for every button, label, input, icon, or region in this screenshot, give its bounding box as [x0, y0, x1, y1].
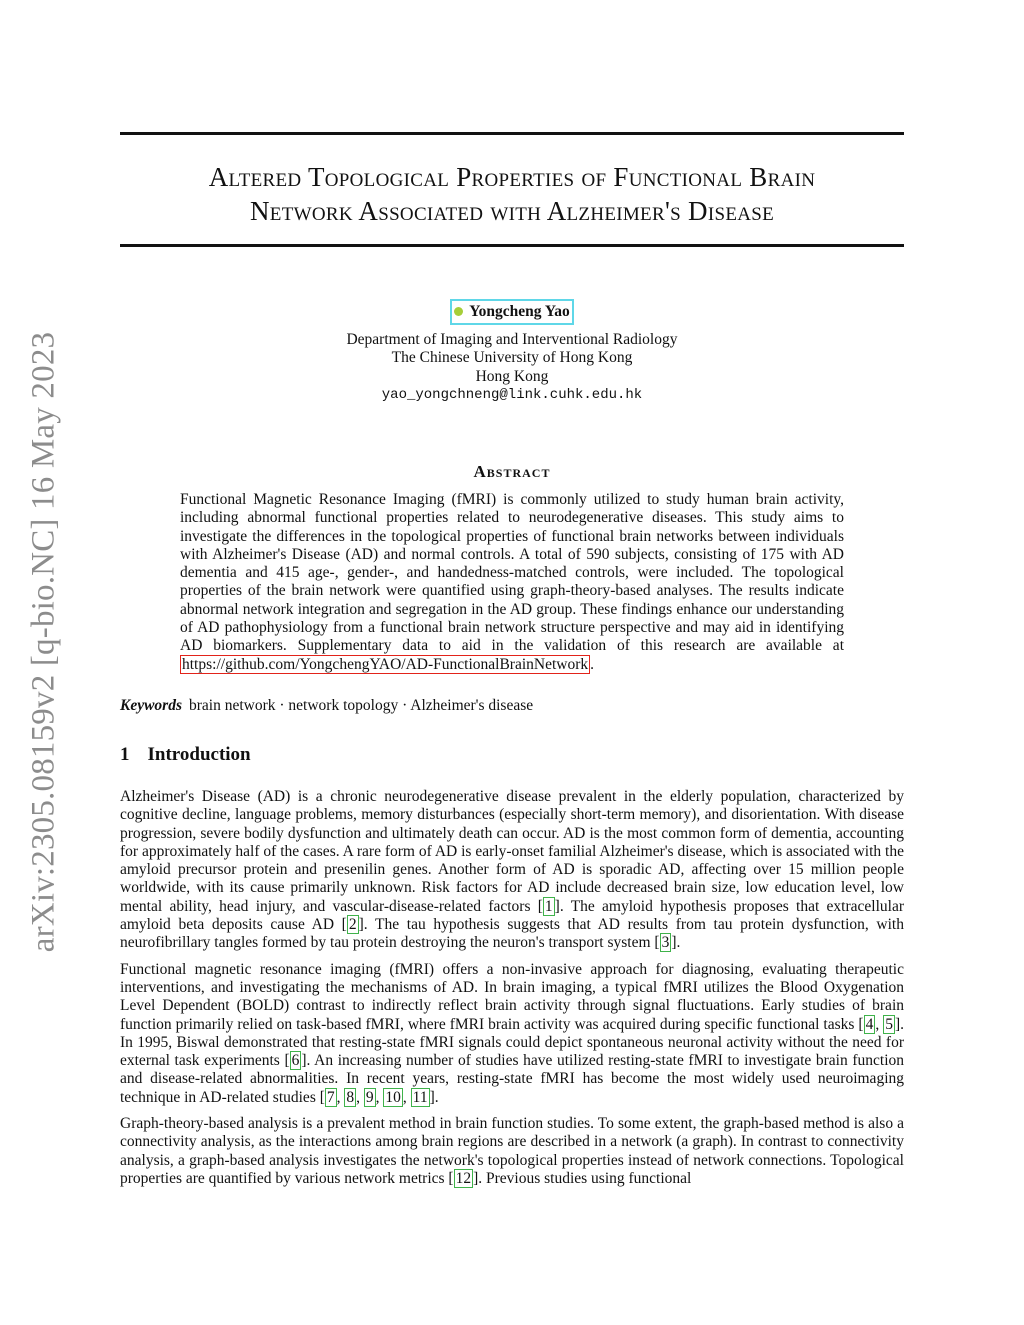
paragraph-3 — [120, 1115, 904, 1188]
author-department: Department of Imaging and Interventional Radiology — [346, 330, 678, 348]
paragraph-text: ]. The amyloid hypothesis proposes that extracellular amyloid beta deposits cause AD [ — [120, 897, 904, 934]
paragraph-text: ]. — [429, 1088, 439, 1106]
abstract-body: Functional Magnetic Resonance Imaging (fMRI) is commonly utilized to study human brain activity, including abnormal functional properties related to neurodegenerative diseases. This study aims to investigate the differences in the topological properties of functional brain networks between individuals with Alzheimer's Disease (AD) and normal controls. A total of 590 subjects, consisting of 175 with AD dementia and 415 age-, gender-, and handedness-matched controls, were included. The topological properties of the brain network were quantified using graph-theory-based analyses. The results indicate abnormal network integration and segregation in the AD group. These findings enhance our understanding of AD pathophysiology from a functional brain network structure perspective and may aid in identifying AD biomarkers. Supplementary data to aid in the validation of this research are available at — [180, 491, 844, 655]
citation-link[interactable]: 2 — [348, 916, 357, 934]
supplementary-link[interactable]: https://github.com/YongchengYAO/AD-FunctionalBrainNetwork — [182, 655, 589, 673]
keywords — [120, 697, 904, 715]
abstract-text — [180, 491, 844, 674]
title-top-rule — [120, 132, 904, 135]
paragraph-2 — [120, 961, 904, 1107]
abstract-end: . — [590, 655, 595, 673]
author-link[interactable] — [450, 299, 574, 325]
citation-link[interactable]: 10 — [385, 1088, 401, 1106]
paragraph-text: Graph-theory-based analysis is a prevalent method in brain function studies. To some extent, the graph-based method is also a connectivity analysis, as the interactions among brain regions are described in a network (a graph). In contrast to connectivity analysis, a graph-based analysis investigates the network's topological properties instead of network connections. Topological properties are quantified by various network metrics [ — [120, 1115, 904, 1187]
citation-separator: , — [336, 1088, 345, 1106]
section-title: Introduction — [147, 744, 251, 765]
orcid-icon[interactable] — [454, 307, 463, 316]
paragraph-text: Alzheimer's Disease (AD) is a chronic neurodegenerative disease prevalent in the elderly population, characterized by cognitive decline, language problems, memory disturbances (especially short-term memory), and disorientation. With disease progression, severe bodily dysfunction and ultimately death can occur. AD is the most common form of dementia, accounting for approximately half of the cases. A rare form of AD is early-onset familial Alzheimer's disease, which is associated with the amyloid precursor protein and presenilin genes. Another form of AD is sporadic AD, affecting over 15 million people worldwide, with its cause primarily unknown. Risk factors for AD include decreased brain size, low education level, low mental ability, head injury, and vascular-disease-related factors [ — [120, 788, 904, 915]
abstract-heading: Abstract — [473, 462, 551, 481]
citation-link[interactable]: 1 — [544, 897, 553, 915]
paper-title — [120, 160, 904, 228]
author-block — [120, 305, 904, 405]
introduction-body — [120, 788, 904, 1196]
citation-link[interactable]: 5 — [885, 1015, 893, 1033]
paragraph-text: ]. An increasing number of studies have utilized resting-state fMRI to investigate brain function and disease-related abnormalities. In recent years, resting-state fMRI has become the most widely used neuroimaging technique in AD-related studies [ — [120, 1052, 904, 1106]
citation-link[interactable]: 8 — [346, 1088, 355, 1106]
paragraph-text: ]. In 1995, Biswal demonstrated that resting-state fMRI signals could depict spontaneous neuronal activity without the need for external task experiments [ — [120, 1015, 905, 1070]
citation-separator: , — [356, 1088, 364, 1106]
section-heading — [120, 744, 251, 766]
citation-link[interactable]: 7 — [326, 1088, 335, 1106]
section-number: 1 — [120, 744, 130, 765]
citation-separator: , — [402, 1088, 411, 1106]
citation-separator: , — [875, 1015, 884, 1033]
paragraph-1 — [120, 788, 904, 953]
citation-link[interactable]: 4 — [865, 1015, 874, 1033]
citation-link[interactable]: 11 — [412, 1088, 428, 1106]
title-bottom-rule — [120, 244, 904, 247]
author-university: The Chinese University of Hong Kong — [391, 349, 633, 366]
citation-link[interactable]: 6 — [291, 1052, 300, 1070]
title-line-1: Altered Topological Properties of Functional Brain — [208, 162, 816, 192]
arxiv-sidebar — [14, 322, 74, 962]
title-line-2: Network Associated with Alzheimer's Disease — [249, 196, 775, 226]
paragraph-text: Functional magnetic resonance imaging (fMRI) offers a non-invasive approach for diagnosing, evaluating therapeutic interventions, and investigating the mechanisms of AD. In brain imaging, a typical fMRI utilizes the Blood Oxygenation Level Dependent (BOLD) contrast to indirectly reflect brain activity through signal fluctuations. Early studies of brain function primarily relied on task-based fMRI, where fMRI brain activity was acquired during specific functional tasks [ — [120, 960, 904, 1033]
arxiv-identifier: arXiv:2305.08159v2 [q-bio.NC] 16 May 2023 — [25, 331, 62, 953]
keywords-label: Keywords — [120, 697, 182, 714]
citation-separator: , — [375, 1088, 384, 1106]
keywords-text: brain network · network topology · Alzheimer's disease — [189, 697, 534, 714]
citation-link[interactable]: 3 — [661, 934, 670, 952]
citation-link[interactable]: 9 — [365, 1088, 374, 1106]
author-email[interactable]: yao_yongchneng@link.cuhk.edu.hk — [381, 387, 643, 403]
paragraph-text: ]. — [671, 934, 681, 952]
paragraph-text: ]. The tau hypothesis suggests that AD results from tau protein dysfunction, with neurofibrillary tangles formed by tau protein destroying the neuron's transport system [ — [120, 916, 904, 952]
author-location: Hong Kong — [475, 367, 549, 385]
paragraph-text: ]. Previous studies using functional — [473, 1169, 692, 1187]
author-name: Yongcheng Yao — [469, 303, 570, 320]
citation-link[interactable]: 12 — [455, 1169, 472, 1187]
